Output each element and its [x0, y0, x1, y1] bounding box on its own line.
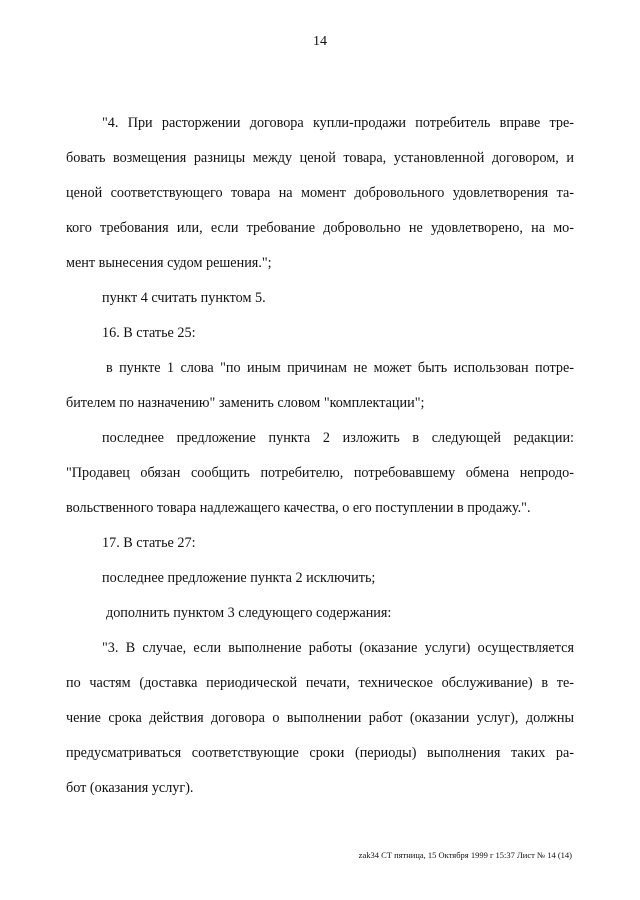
paragraph-line: [0, 386, 640, 421]
paragraph-line: [0, 631, 640, 666]
text-line: последнее предложение пункта 2 изложить в следующей редакции:: [102, 430, 574, 446]
text-line: предусматриваться соответствующие сроки (периоды) выполнения таких ра-: [66, 745, 574, 761]
paragraph-line: [0, 281, 640, 316]
paragraph-line: [0, 351, 640, 386]
paragraph-line: [0, 771, 640, 806]
paragraph-line: [0, 176, 640, 211]
paragraph-line: [0, 106, 640, 141]
text-line: бовать возмещения разницы между ценой товара, установленной договором, и: [66, 150, 574, 166]
paragraph-line: [0, 141, 640, 176]
paragraph-line: [0, 246, 640, 281]
text-line: бителем по назначению" заменить словом "комплектации";: [66, 395, 425, 411]
text-line: вольственного товара надлежащего качества, о его поступлении в продажу.".: [66, 500, 531, 516]
text-line: по частям (доставка периодической печати, техническое обслуживание) в те-: [66, 675, 574, 691]
text-line: мент вынесения судом решения.";: [66, 255, 272, 271]
text-line: "3. В случае, если выполнение работы (оказание услуги) осуществляется: [102, 640, 574, 656]
text-line: "4. При расторжении договора купли-продажи потребитель вправе тре-: [102, 115, 574, 131]
paragraph-line: [0, 456, 640, 491]
text-line: 17. В статье 27:: [102, 535, 196, 551]
paragraph-line: [0, 596, 640, 631]
paragraph-line: [0, 666, 640, 701]
paragraph-line: [0, 701, 640, 736]
paragraph-line: [0, 561, 640, 596]
text-line: последнее предложение пункта 2 исключить;: [102, 570, 376, 586]
text-line: "Продавец обязан сообщить потребителю, потребовавшему обмена непродо-: [66, 465, 574, 481]
paragraph-line: [0, 491, 640, 526]
page-footer: zak34 СТ пятница, 15 Октября 1999 г 15:37 Лист № 14 (14): [358, 850, 572, 860]
text-line: кого требования или, если требование добровольно не удовлетворено, на мо-: [66, 220, 574, 236]
text-line: дополнить пунктом 3 следующего содержания:: [106, 605, 392, 621]
text-line: чение срока действия договора о выполнении работ (оказании услуг), должны: [66, 710, 574, 726]
paragraph-line: [0, 211, 640, 246]
document-body: [0, 106, 640, 806]
paragraph-line: [0, 736, 640, 771]
paragraph-line: [0, 526, 640, 561]
paragraph-line: [0, 421, 640, 456]
text-line: бот (оказания услуг).: [66, 780, 194, 796]
page-number: 14: [313, 34, 327, 49]
text-line: 16. В статье 25:: [102, 325, 196, 341]
text-line: в пункте 1 слова "по иным причинам не может быть использован потре-: [106, 360, 574, 376]
text-line: ценой соответствующего товара на момент добровольного удовлетворения та-: [66, 185, 574, 201]
text-line: пункт 4 считать пунктом 5.: [102, 290, 266, 306]
paragraph-line: [0, 316, 640, 351]
